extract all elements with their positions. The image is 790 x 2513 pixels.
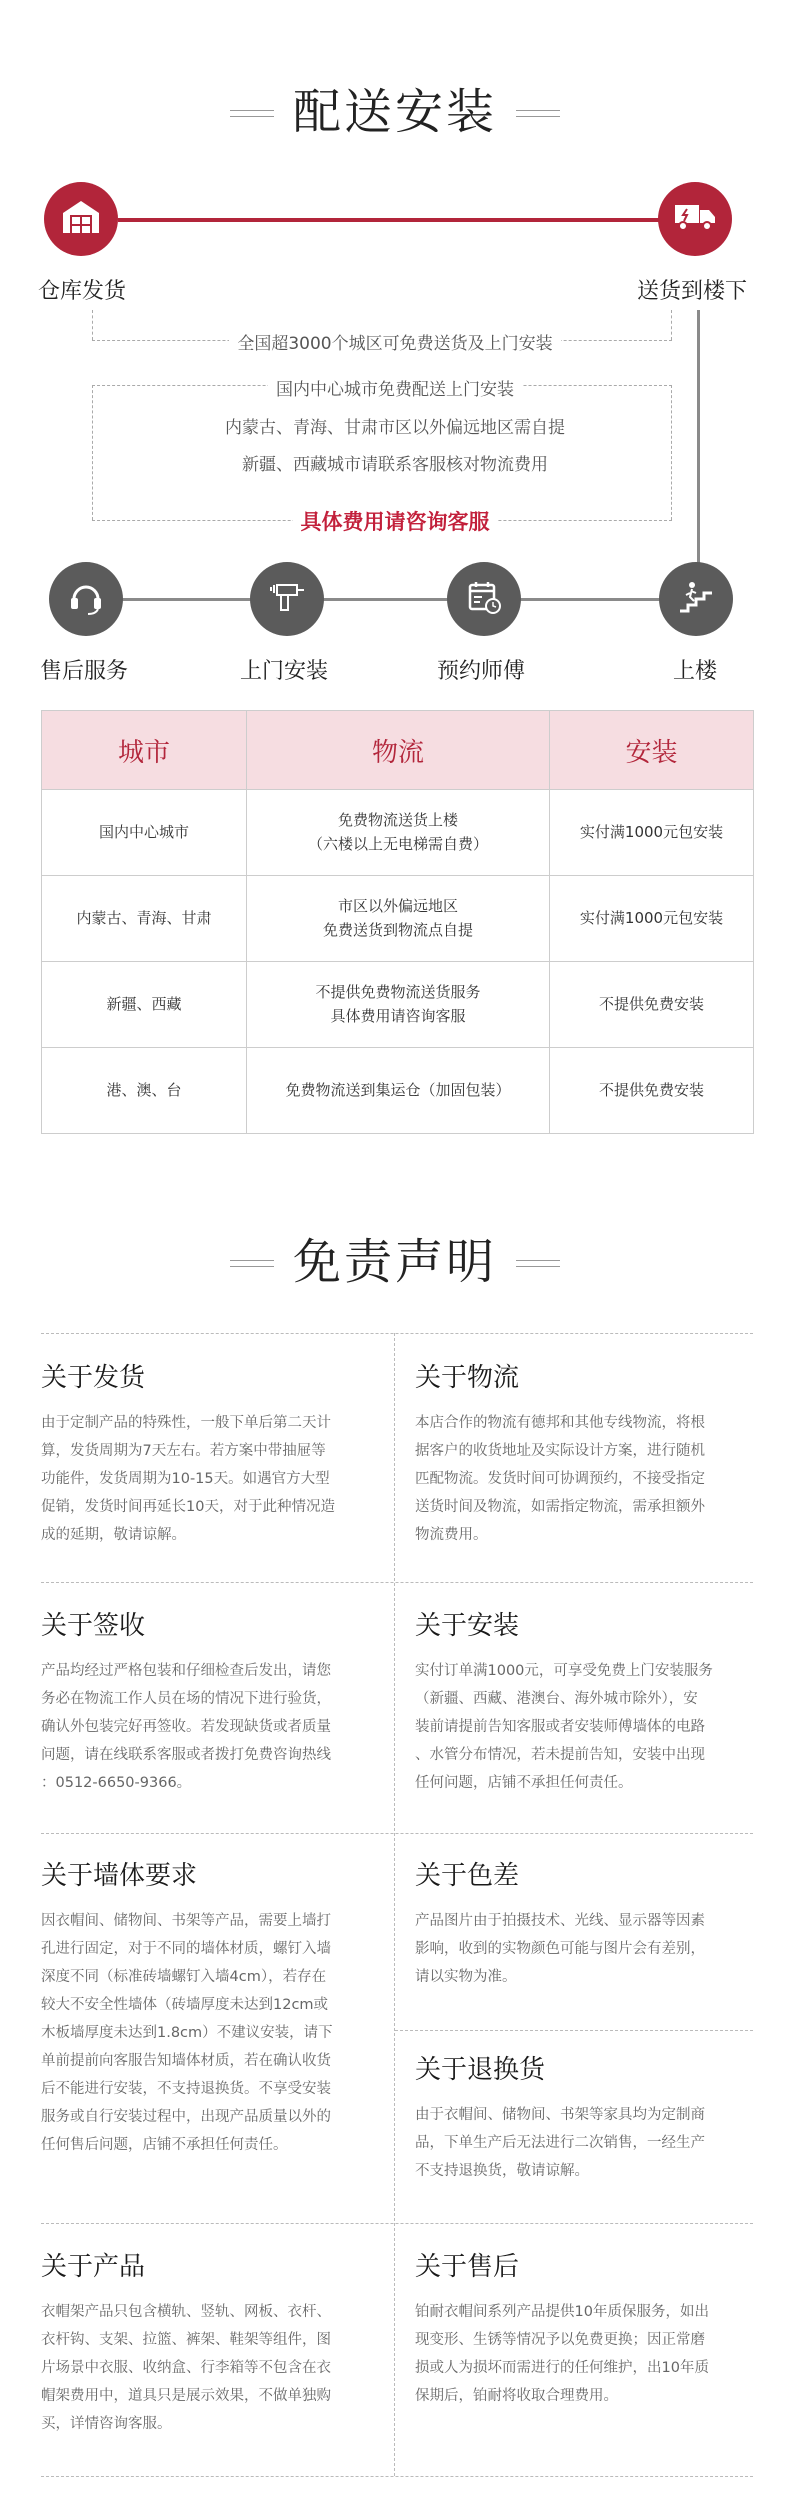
body-line: 现变形、生锈等情况予以免费更换；因正常磨	[415, 2332, 705, 2348]
warehouse-label: 仓库发货	[38, 279, 127, 304]
table-cell-install: 实付满1000元包安装	[550, 790, 754, 876]
disclaimer-aftersales	[415, 2254, 755, 2410]
body-line: 问题，请在线联系客服或者拨打免费咨询热线	[41, 1747, 331, 1763]
body-line: 产品图片由于拍摄技术、光线、显示器等因素	[415, 1913, 705, 1929]
disclaimer-heading: 关于发货	[41, 1363, 146, 1393]
body-line: 促销，发货时间再延长10天，对于此种情况造	[41, 1499, 335, 1515]
disclaimer-body	[415, 2298, 755, 2410]
table-cell-logistics	[247, 876, 550, 962]
table-cell-install: 实付满1000元包安装	[550, 876, 754, 962]
national-note-text: 全国超3000个城区可免费送货及上门安装	[229, 334, 560, 354]
body-line: 物流费用。	[415, 1527, 488, 1543]
grid-divider	[41, 1333, 753, 1334]
disclaimer-receipt	[41, 1613, 376, 1797]
grid-divider	[41, 1582, 753, 1583]
body-line: 成的延期，敬请谅解。	[41, 1527, 186, 1543]
delivery-line-text: 内蒙古、青海、甘肃市区以外偏远地区需自提	[217, 418, 573, 438]
body-line: 匹配物流。发货时间可协调预约，不接受指定	[415, 1471, 705, 1487]
logistics-line: 具体费用请咨询客服	[330, 1006, 466, 1025]
body-line: 由于衣帽间、储物间、书架等家具均为定制商	[415, 2107, 705, 2123]
grid-divider	[41, 2476, 753, 2477]
delivery-route-line	[118, 218, 678, 222]
truck-icon	[673, 202, 717, 236]
logistics-line: 不提供免费物流送货服务	[315, 983, 481, 1002]
national-note	[0, 329, 790, 354]
table-header-row	[42, 711, 754, 790]
delivery-line	[0, 413, 790, 438]
table-row	[42, 962, 754, 1048]
title-decoration-right	[516, 108, 560, 118]
consult-note-text: 具体费用请咨询客服	[293, 510, 498, 534]
table-header-city: 城市	[42, 711, 247, 790]
body-line: 木板墙厚度未达到1.8cm）不建议安装，请下	[41, 2025, 333, 2041]
body-line: 务必在物流工作人员在场的情况下进行验货，	[41, 1691, 331, 1707]
body-line: 任何问题，店铺不承担任何责任。	[415, 1775, 633, 1791]
warehouse-icon	[61, 199, 101, 239]
stairs-icon	[676, 577, 716, 621]
table-cell-city: 国内中心城市	[42, 790, 247, 876]
downstairs-label: 送货到楼下	[637, 279, 748, 304]
headset-icon	[66, 577, 106, 621]
disclaimer-heading: 关于墙体要求	[41, 1861, 198, 1891]
table-row	[42, 876, 754, 962]
body-line: 实付订单满1000元，可享受免费上门安装服务	[415, 1663, 713, 1679]
body-line: 请以实物为准。	[415, 1969, 517, 1985]
disclaimer-shipping	[41, 1365, 376, 1549]
body-line: 较大不安全性墙体（砖墙厚度未达到12cm或	[41, 1997, 329, 2013]
service-label: 售后服务	[40, 659, 129, 684]
body-line: 后不能进行安装，不支持退换货。不享受安装	[41, 2081, 331, 2097]
body-line: 片场景中衣服、收纳盒、行李箱等不包含在衣	[41, 2360, 331, 2376]
table-header-install: 安装	[550, 711, 754, 790]
body-line: 产品均经过严格包装和仔细检查后发出，请您	[41, 1663, 331, 1679]
table-cell-install: 不提供免费安装	[550, 962, 754, 1048]
delivery-line-text: 国内中心城市免费配送上门安装	[268, 380, 522, 400]
disclaimer-returns	[415, 2057, 755, 2185]
delivery-line	[0, 450, 790, 475]
body-line: 由于定制产品的特殊性，一般下单后第二天计	[41, 1415, 331, 1431]
body-line: 、水管分布情况，若未提前告知，安装中出现	[415, 1747, 705, 1763]
body-line: 任何售后问题，店铺不承担任何责任。	[41, 2137, 288, 2153]
disclaimer-body	[41, 1409, 376, 1549]
body-line: ：0512-6650-9366。	[41, 1775, 192, 1791]
body-line: 装前请提前告知客服或者安装师傅墙体的电路	[415, 1719, 705, 1735]
body-line: 送货时间及物流，如需指定物流，需承担额外	[415, 1499, 705, 1515]
title-decoration-right	[516, 1258, 560, 1268]
truck-circle	[658, 182, 732, 256]
table-cell-logistics	[247, 1048, 550, 1134]
install-circle	[250, 562, 324, 636]
calendar-clock-icon	[464, 577, 504, 621]
table-header-logistics: 物流	[247, 711, 550, 790]
body-line: 因衣帽间、储物间、书架等产品，需要上墙打	[41, 1913, 331, 1929]
body-line: 算，发货周期为7天左右。若方案中带抽屉等	[41, 1443, 326, 1459]
body-line: 本店合作的物流有德邦和其他专线物流，将根	[415, 1415, 705, 1431]
table-row	[42, 790, 754, 876]
body-line: 影响，收到的实物颜色可能与图片会有差别，	[415, 1941, 705, 1957]
disclaimer-heading: 关于签收	[41, 1611, 146, 1641]
table-cell-logistics	[247, 790, 550, 876]
body-line: 深度不同（标准砖墙螺钉入墙4cm），若存在	[41, 1969, 327, 1985]
disclaimer-installation	[415, 1613, 755, 1797]
disclaimer-wall	[41, 1863, 376, 2159]
body-line: 确认外包装完好再签收。若发现缺货或者质量	[41, 1719, 331, 1735]
disclaimer-heading: 关于安装	[415, 1611, 520, 1641]
disclaimer-body	[415, 2101, 755, 2185]
disclaimer-body	[415, 1657, 755, 1797]
logistics-line: 免费物流送货上楼	[337, 811, 458, 830]
body-line: （新疆、西藏、港澳台、海外城市除外），安	[415, 1691, 698, 1707]
table-row	[42, 1048, 754, 1134]
disclaimer-body	[415, 1907, 755, 1991]
upstairs-circle	[659, 562, 733, 636]
disclaimer-logistics	[415, 1365, 755, 1549]
table-cell-logistics	[247, 962, 550, 1048]
disclaimer-title: 免责声明	[292, 1234, 497, 1290]
disclaimer-body	[41, 1657, 376, 1797]
body-line: 单前提前向客服告知墙体材质，若在确认收货	[41, 2053, 331, 2069]
disclaimer-heading: 关于物流	[415, 1363, 520, 1393]
shipping-table	[41, 710, 754, 1134]
body-line: 衣杆钩、支架、拉篮、裤架、鞋架等组件，图	[41, 2332, 331, 2348]
logistics-line: 免费送货到物流点自提	[322, 920, 473, 939]
service-label: 上楼	[673, 659, 718, 684]
logistics-line: 市区以外偏远地区	[337, 897, 458, 916]
body-line: 衣帽架产品只包含横轨、竖轨、网板、衣杆、	[41, 2304, 331, 2320]
grid-divider	[41, 1833, 753, 1834]
body-line: 服务或自行安装过程中，出现产品质量以外的	[41, 2109, 331, 2125]
aftersales-circle	[49, 562, 123, 636]
body-line: 损或人为损坏而需进行的任何维护，出10年质	[415, 2360, 709, 2376]
table-cell-city: 内蒙古、青海、甘肃	[42, 876, 247, 962]
disclaimer-body	[415, 1409, 755, 1549]
delivery-title: 配送安装	[292, 84, 497, 140]
body-line: 品，下单生产后无法进行二次销售，一经生产	[415, 2135, 705, 2151]
warehouse-circle	[44, 182, 118, 256]
appointment-circle	[447, 562, 521, 636]
body-line: 铂耐衣帽间系列产品提供10年质保服务，如出	[415, 2304, 709, 2320]
disclaimer-color	[415, 1863, 755, 1991]
logistics-line: 免费物流送到集运仓（加固包装）	[285, 1080, 511, 1099]
body-line: 据客户的收货地址及实际设计方案，进行随机	[415, 1443, 705, 1459]
body-line: 功能件，发货周期为10-15天。如遇官方大型	[41, 1471, 330, 1487]
table-cell-city: 新疆、西藏	[42, 962, 247, 1048]
service-label: 预约师傅	[437, 659, 526, 684]
disclaimer-heading: 关于色差	[415, 1861, 520, 1891]
disclaimer-heading: 关于售后	[415, 2252, 520, 2282]
body-line: 孔进行固定，对于不同的墙体材质，螺钉入墙	[41, 1941, 331, 1957]
service-line	[70, 598, 700, 601]
body-line: 买，详情咨询客服。	[41, 2416, 172, 2432]
table-cell-city: 港、澳、台	[42, 1048, 247, 1134]
drill-icon	[267, 577, 307, 621]
logistics-line: （六楼以上无电梯需自费）	[307, 834, 488, 853]
disclaimer-heading: 关于退换货	[415, 2055, 546, 2085]
grid-divider	[395, 2030, 753, 2031]
disclaimer-body	[41, 1907, 376, 2159]
delivery-line-text: 新疆、西藏城市请联系客服核对物流费用	[234, 455, 556, 475]
consult-note	[0, 506, 790, 536]
body-line: 帽架费用中，道具只是展示效果，不做单独购	[41, 2388, 331, 2404]
disclaimer-heading: 关于产品	[41, 2252, 146, 2282]
table-cell-install: 不提供免费安装	[550, 1048, 754, 1134]
disclaimer-body	[41, 2298, 376, 2438]
body-line: 保期后，铂耐将收取合理费用。	[415, 2388, 618, 2404]
grid-divider	[394, 1333, 395, 2476]
disclaimer-product	[41, 2254, 376, 2438]
body-line: 不支持退换货，敬请谅解。	[415, 2163, 589, 2179]
delivery-line	[0, 375, 790, 400]
service-label: 上门安装	[240, 659, 329, 684]
grid-divider	[41, 2223, 753, 2224]
